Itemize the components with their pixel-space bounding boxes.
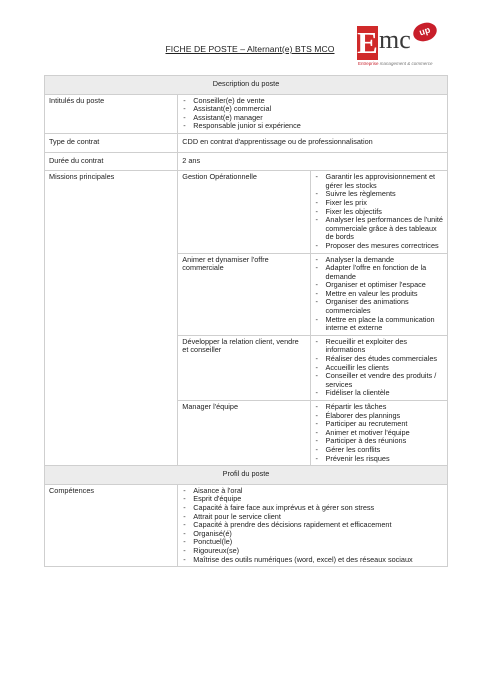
job-description-table	[44, 75, 448, 567]
list-item: - Responsable junior si expérience	[182, 122, 443, 131]
list-item: - Répartir les tâches	[315, 403, 443, 412]
mission-group-name: Animer et dynamiser l'offre commerciale	[178, 253, 310, 335]
intitules-list	[182, 97, 443, 131]
list-item: - Mettre en valeur les produits	[315, 290, 443, 299]
logo-tagline-rest: management & commerce	[379, 61, 433, 66]
logo-letter: E	[357, 25, 378, 60]
mission-group-name: Développer la relation client, vendre et conseiller	[178, 335, 310, 400]
list-item: - Gérer les conflits	[315, 446, 443, 455]
mission-tasks	[310, 335, 447, 400]
list-item: - Organiser et optimiser l'espace	[315, 281, 443, 290]
list-item: - Aisance à l'oral	[182, 487, 443, 496]
mission-group-name: Gestion Opérationnelle	[178, 171, 310, 253]
list-item: - Fixer les prix	[315, 199, 443, 208]
list-item: - Recueillir et exploiter des informations	[315, 338, 443, 355]
list-item: - Garantir les approvisionnement et gérer les stocks	[315, 173, 443, 190]
list-item: - Conseiller(e) de vente	[182, 97, 443, 106]
row-label: Durée du contrat	[45, 152, 178, 171]
row-value: CDD en contrat d'apprentissage ou de professionnalisation	[178, 133, 448, 152]
document-title: FICHE DE POSTE – Alternant(e) BTS MCO	[165, 44, 335, 54]
row-label: Missions principales	[45, 171, 178, 466]
list-item: - Adapter l'offre en fonction de la demande	[315, 264, 443, 281]
mission-tasks	[310, 253, 447, 335]
list-item: - Fidéliser la clientèle	[315, 389, 443, 398]
tasks-list	[315, 403, 443, 463]
row-competences	[45, 484, 448, 566]
row-value: 2 ans	[178, 152, 448, 171]
list-item: - Maîtrise des outils numériques (word, excel) et des réseaux sociaux	[182, 556, 443, 565]
list-item: - Esprit d'équipe	[182, 495, 443, 504]
list-item: - Élaborer des plannings	[315, 412, 443, 421]
logo-tagline	[358, 61, 433, 66]
row-value	[178, 94, 448, 133]
list-item: - Proposer des mesures correctrices	[315, 242, 443, 251]
list-item: - Participer à des réunions	[315, 437, 443, 446]
tasks-list	[315, 173, 443, 250]
mission-group-name: Manager l'équipe	[178, 401, 310, 466]
list-item: - Ponctuel(le)	[182, 538, 443, 547]
company-logo	[357, 22, 457, 72]
logo-tagline-brand: Entreprise	[358, 61, 379, 66]
tasks-list	[315, 338, 443, 398]
list-item: - Mettre en place la communication interne et externe	[315, 316, 443, 333]
list-item: - Animer et motiver l'équipe	[315, 429, 443, 438]
row-value	[178, 484, 448, 566]
list-item: - Assistant(e) commercial	[182, 105, 443, 114]
competences-list	[182, 487, 443, 564]
row-intitules	[45, 94, 448, 133]
row-label: Intitulés du poste	[45, 94, 178, 133]
list-item: - Capacité à prendre des décisions rapidement et efficacement	[182, 521, 443, 530]
list-item: - Réaliser des études commerciales	[315, 355, 443, 364]
list-item: - Participer au recrutement	[315, 420, 443, 429]
row-missions	[45, 171, 448, 253]
row-label: Compétences	[45, 484, 178, 566]
list-item: - Fixer les objectifs	[315, 208, 443, 217]
logo-text: mc	[379, 25, 411, 54]
mission-tasks	[310, 171, 447, 253]
row-duree	[45, 152, 448, 171]
list-item: - Analyser la demande	[315, 256, 443, 265]
list-item: - Suivre les règlements	[315, 190, 443, 199]
list-item: - Conseiller et vendre des produits / services	[315, 372, 443, 389]
list-item: - Prévenir les risques	[315, 455, 443, 464]
section-header-description: Description du poste	[45, 76, 448, 95]
list-item: - Capacité à faire face aux imprévus et à gérer son stress	[182, 504, 443, 513]
tasks-list	[315, 256, 443, 333]
list-item: - Organiser des animations commerciales	[315, 298, 443, 315]
list-item: - Analyser les performances de l'unité commerciale grâce à des tableaux de bords	[315, 216, 443, 242]
mission-tasks	[310, 401, 447, 466]
logo-badge: up	[411, 20, 439, 45]
row-label: Type de contrat	[45, 133, 178, 152]
list-item: - Accueillir les clients	[315, 364, 443, 373]
list-item: - Attrait pour le service client	[182, 513, 443, 522]
list-item: - Organisé(é)	[182, 530, 443, 539]
section-header-profil: Profil du poste	[45, 466, 448, 485]
row-type-contrat	[45, 133, 448, 152]
list-item: - Rigoureux(se)	[182, 547, 443, 556]
list-item: - Assistant(e) manager	[182, 114, 443, 123]
